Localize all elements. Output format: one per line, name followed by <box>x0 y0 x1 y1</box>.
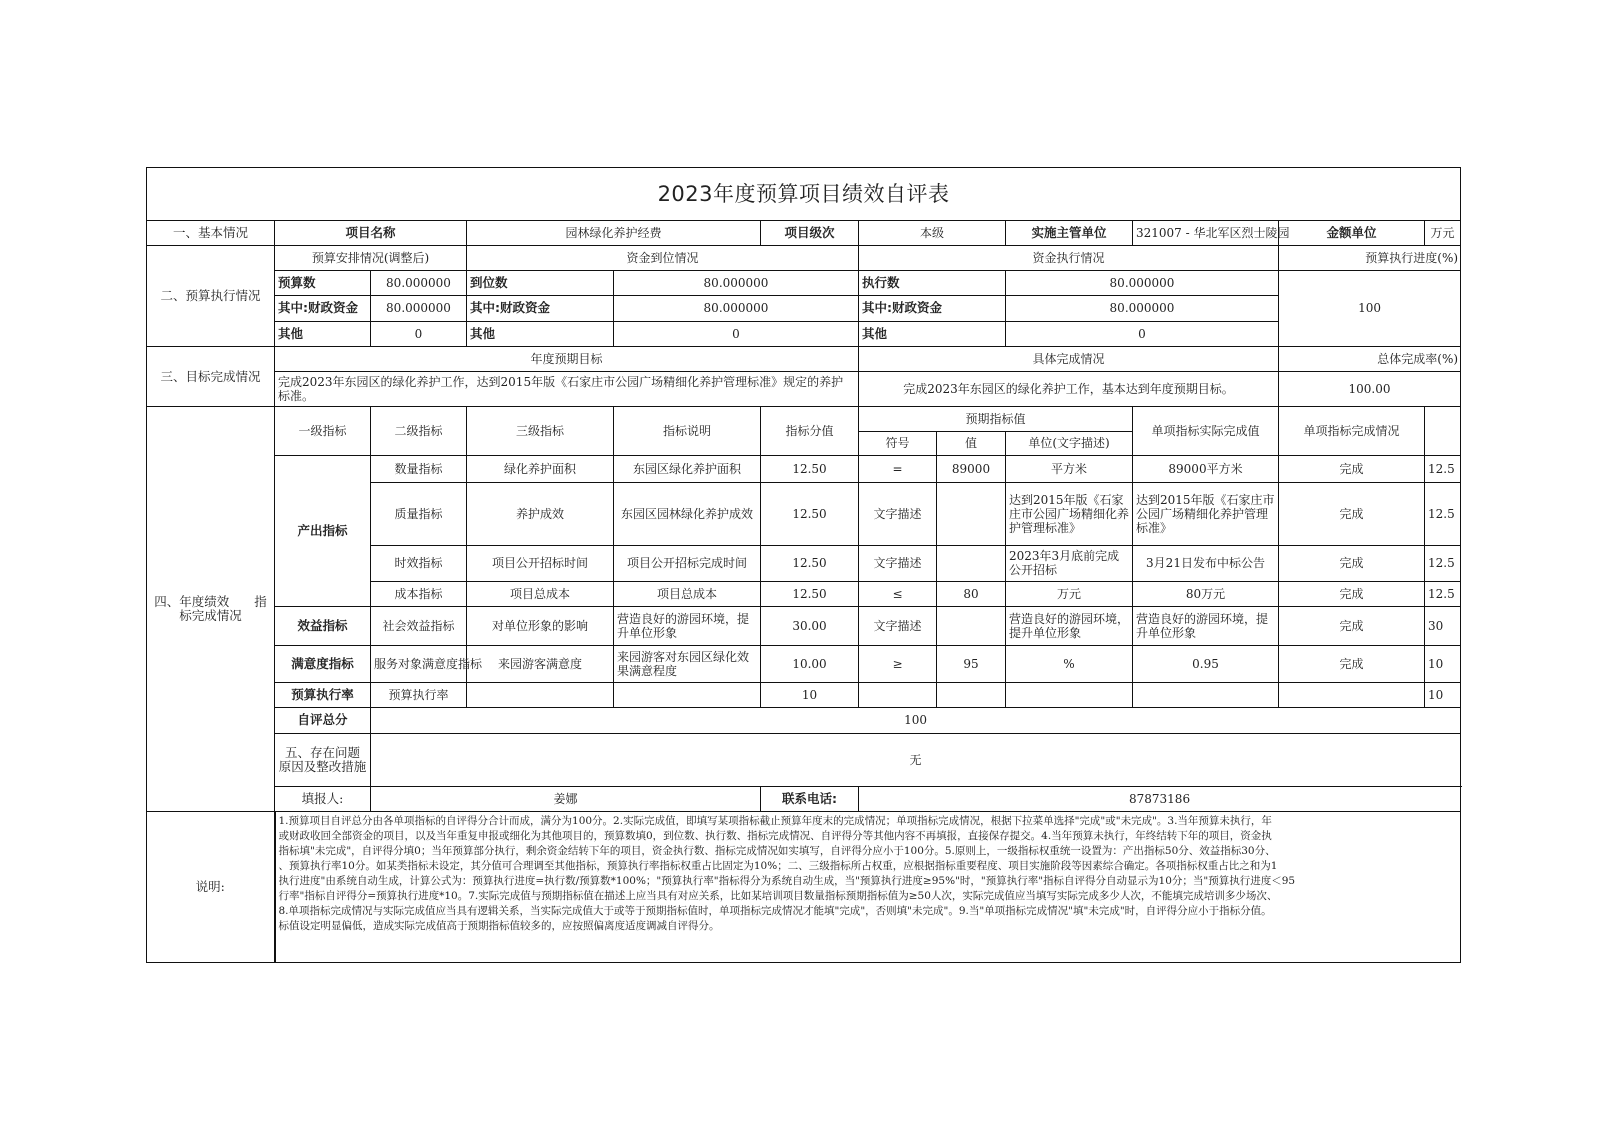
arrived-count-label: 到位数 <box>467 271 614 296</box>
arrived-fiscal-value: 80.000000 <box>614 296 859 321</box>
arrived-count-value: 80.000000 <box>614 271 859 296</box>
arrived-fiscal-label: 其中:财政资金 <box>467 296 614 321</box>
header-expected: 预期指标值 <box>859 407 1133 431</box>
arrived-header: 资金到位情况 <box>467 245 859 270</box>
unit-label: 金额单位 <box>1279 220 1425 245</box>
note-line: 1.预算项目自评总分由各单项指标的自评得分合计而成，满分为100分。2.实际完成值，即填写某项指标截止预算年度末的完成情况；单项指标完成情况，根据下拉菜单选择"完成"或"未完成"。3.当年预算未执行，年 <box>278 815 1272 828</box>
note-line: 指标填"未完成"，自评得分填0；当年预算部分执行，剩余资金结转下年的项目，资金执行数、指标完成情况如实填写，自评得分应小于100分。5.原则上，一级指标权重统一设置为：产出指标50分、效益指标30分、 <box>278 845 1276 858</box>
row-level2: 服务对象满意度指标 <box>371 645 467 682</box>
section-basic-label: 一、基本情况 <box>147 220 275 245</box>
row-value <box>937 545 1006 581</box>
row-value: 80 <box>937 582 1006 607</box>
row-level2: 质量指标 <box>371 483 467 546</box>
notes-label: 说明: <box>147 812 275 963</box>
row-actual <box>1133 683 1279 708</box>
row-completion: 完成 <box>1279 455 1425 482</box>
section-budget-label: 二、预算执行情况 <box>147 245 275 346</box>
row-weight: 12.50 <box>761 455 859 482</box>
arrived-other-label: 其他 <box>467 321 614 346</box>
reporter-name: 姜娜 <box>371 787 761 812</box>
note-line: 8.单项指标完成情况与实际完成值应当具有逻辑关系，当实际完成值大于或等于预期指标值时，单项指标完成情况才能填"完成"，否则填"未完成"。9.当"单项指标完成情况"填"未完成"时，自评得分应小于指标分值。 <box>278 905 1272 918</box>
row-actual: 80万元 <box>1133 582 1279 607</box>
row-completion: 完成 <box>1279 545 1425 581</box>
row-desc: 东园区园林绿化养护成效 <box>614 483 761 546</box>
exec-fiscal-value: 80.000000 <box>1006 296 1279 321</box>
exec-count-value: 80.000000 <box>1006 271 1279 296</box>
row-actual: 0.95 <box>1133 645 1279 682</box>
executed-header: 资金执行情况 <box>859 245 1279 270</box>
form-title: 2023年度预算项目绩效自评表 <box>147 168 1461 221</box>
row-level2: 成本指标 <box>371 582 467 607</box>
note-line: 执行进度"由系统自动生成，计算公式为：预算执行进度=执行数/预算数*100%；"预算执行率"指标得分为系统自动生成，当"预算执行进度≥95%"时，"预算执行率"指标自评得分自动显示为10分；当"预算执行进度＜95 <box>278 875 1296 888</box>
row-actual: 营造良好的游园环境，提升单位形象 <box>1133 607 1279 645</box>
target-header: 年度预期目标 <box>275 346 859 371</box>
row-value <box>937 483 1006 546</box>
satisfaction-indicator-label: 满意度指标 <box>275 645 371 682</box>
project-name-label: 项目名称 <box>275 220 467 245</box>
row-unit: 达到2015年版《石家庄市公园广场精细化养护管理标准》 <box>1006 483 1133 546</box>
row-symbol: = <box>859 455 937 482</box>
row-desc: 项目总成本 <box>614 582 761 607</box>
header-completion: 单项指标完成情况 <box>1279 407 1425 455</box>
exec-count-label: 执行数 <box>859 271 1006 296</box>
row-completion: 完成 <box>1279 645 1425 682</box>
row-value: 95 <box>937 645 1006 682</box>
row-desc: 来园游客对东园区绿化效果满意程度 <box>614 645 761 682</box>
arranged-header: 预算安排情况(调整后) <box>275 245 467 270</box>
row-weight: 10.00 <box>761 645 859 682</box>
level-label: 项目级次 <box>761 220 859 245</box>
header-symbol: 符号 <box>859 431 937 455</box>
row-symbol: ≤ <box>859 582 937 607</box>
phone-label: 联系电话: <box>761 787 859 812</box>
benefit-indicator-label: 效益指标 <box>275 607 371 645</box>
performance-evaluation-table <box>146 167 1461 963</box>
row-unit: 2023年3月底前完成公开招标 <box>1006 545 1133 581</box>
status-header: 具体完成情况 <box>859 346 1279 371</box>
row-level2: 社会效益指标 <box>371 607 467 645</box>
row-score: 10 <box>1425 645 1461 682</box>
row-actual: 达到2015年版《石家庄市公园广场精细化养护管理标准》 <box>1133 483 1279 546</box>
progress-value: 100 <box>1279 271 1461 347</box>
budget-count-value: 80.000000 <box>371 271 467 296</box>
row-score: 12.5 <box>1425 455 1461 482</box>
section-goal-label: 三、目标完成情况 <box>147 346 275 407</box>
row-unit: 平方米 <box>1006 455 1133 482</box>
note-line: 标值设定明显偏低，造成实际完成值高于预期指标值较多的，应按照偏离度适度调减自评得分。 <box>278 920 720 933</box>
row-symbol: 文字描述 <box>859 607 937 645</box>
row-level3: 项目总成本 <box>467 582 614 607</box>
header-weight: 指标分值 <box>761 407 859 455</box>
budget-fiscal-label: 其中:财政资金 <box>275 296 371 321</box>
section-issues-label: 五、存在问题 原因及整改措施 <box>275 733 371 787</box>
exec-other-label: 其他 <box>859 321 1006 346</box>
row-weight: 12.50 <box>761 483 859 546</box>
row-score: 12.5 <box>1425 483 1461 546</box>
unit-value: 万元 <box>1425 220 1461 245</box>
budget-rate-indicator-label: 预算执行率 <box>275 683 371 708</box>
row-level2: 时效指标 <box>371 545 467 581</box>
project-name-value: 园林绿化养护经费 <box>467 220 761 245</box>
row-actual: 89000平方米 <box>1133 455 1279 482</box>
row-completion: 完成 <box>1279 582 1425 607</box>
row-desc: 项目公开招标完成时间 <box>614 545 761 581</box>
rate-value: 100.00 <box>1279 372 1461 407</box>
row-level3: 项目公开招标时间 <box>467 545 614 581</box>
row-actual: 3月21日发布中标公告 <box>1133 545 1279 581</box>
output-indicator-label: 产出指标 <box>275 455 371 607</box>
header-level2: 二级指标 <box>371 407 467 455</box>
row-level3: 对单位形象的影响 <box>467 607 614 645</box>
budget-count-label: 预算数 <box>275 271 371 296</box>
header-value: 值 <box>937 431 1006 455</box>
row-level3: 来园游客满意度 <box>467 645 614 682</box>
header-desc: 指标说明 <box>614 407 761 455</box>
header-actual: 单项指标实际完成值 <box>1133 407 1279 455</box>
progress-header: 预算执行进度(%) <box>1279 245 1461 270</box>
row-level3 <box>467 683 614 708</box>
row-desc: 东园区绿化养护面积 <box>614 455 761 482</box>
row-weight: 30.00 <box>761 607 859 645</box>
row-completion: 完成 <box>1279 483 1425 546</box>
arrived-other-value: 0 <box>614 321 859 346</box>
row-score: 10 <box>1425 683 1461 708</box>
row-level2: 预算执行率 <box>371 683 467 708</box>
row-unit: 营造良好的游园环境，提升单位形象 <box>1006 607 1133 645</box>
row-value <box>937 683 1006 708</box>
row-score: 30 <box>1425 607 1461 645</box>
budget-other-label: 其他 <box>275 321 371 346</box>
budget-other-value: 0 <box>371 321 467 346</box>
row-value: 89000 <box>937 455 1006 482</box>
row-desc: 营造良好的游园环境，提升单位形象 <box>614 607 761 645</box>
status-text: 完成2023年东园区的绿化养护工作，基本达到年度预期目标。 <box>859 372 1279 407</box>
note-line: 行率"指标自评得分=预算执行进度*10。7.实际完成值与预期指标值在描述上应当具有对应关系，比如某培训项目数量指标预期指标值为≥50人次，实际完成值应当填写实际完成多少人次，不能填完成培训多少场次、 <box>278 890 1278 903</box>
row-level2: 数量指标 <box>371 455 467 482</box>
row-symbol: ≥ <box>859 645 937 682</box>
header-level1: 一级指标 <box>275 407 371 455</box>
row-completion: 完成 <box>1279 607 1425 645</box>
issues-text: 无 <box>371 733 1461 787</box>
row-unit: 万元 <box>1006 582 1133 607</box>
row-symbol <box>859 683 937 708</box>
dept-label: 实施主管单位 <box>1006 220 1133 245</box>
row-level3: 养护成效 <box>467 483 614 546</box>
header-score <box>1425 407 1461 455</box>
total-score-value: 100 <box>371 708 1461 733</box>
row-unit <box>1006 683 1133 708</box>
header-unit: 单位(文字描述) <box>1006 431 1133 455</box>
row-score: 12.5 <box>1425 545 1461 581</box>
exec-other-value: 0 <box>1006 321 1279 346</box>
row-unit: % <box>1006 645 1133 682</box>
exec-fiscal-label: 其中:财政资金 <box>859 296 1006 321</box>
note-line: 或财政收回全部资金的项目，以及当年重复申报或细化为其他项目的，预算数填0，到位数、执行数、指标完成情况、自评得分等其他内容不再填报，直接保存提交。4.当年预算未执行，年终结转下年的项目，资金执 <box>278 830 1272 843</box>
level-value: 本级 <box>859 220 1006 245</box>
row-weight: 12.50 <box>761 545 859 581</box>
row-level3: 绿化养护面积 <box>467 455 614 482</box>
row-symbol: 文字描述 <box>859 483 937 546</box>
row-score: 12.5 <box>1425 582 1461 607</box>
row-weight: 12.50 <box>761 582 859 607</box>
row-weight: 10 <box>761 683 859 708</box>
dept-value: 321007 - 华北军区烈士陵园 <box>1133 220 1279 245</box>
row-symbol: 文字描述 <box>859 545 937 581</box>
section-indicators-label: 四、年度绩效 指标完成情况 <box>147 407 275 812</box>
rate-header: 总体完成率(%) <box>1279 346 1461 371</box>
budget-fiscal-value: 80.000000 <box>371 296 467 321</box>
row-desc <box>614 683 761 708</box>
target-text: 完成2023年东园区的绿化养护工作，达到2015年版《石家庄市公园广场精细化养护管理标准》规定的养护标准。 <box>275 372 859 407</box>
row-value <box>937 607 1006 645</box>
note-line: 、预算执行率10分。如某类指标未设定，其分值可合理调至其他指标，预算执行率指标权重占比固定为10%；二、三级指标所占权重，应根据指标重要程度、项目实施阶段等因素综合确定。各项指标权重占比之和为1 <box>278 860 1278 873</box>
total-score-label: 自评总分 <box>275 708 371 733</box>
phone-number: 87873186 <box>859 787 1461 812</box>
header-level3: 三级指标 <box>467 407 614 455</box>
notes-content <box>275 812 1461 963</box>
row-completion <box>1279 683 1425 708</box>
reporter-label: 填报人: <box>275 787 371 812</box>
